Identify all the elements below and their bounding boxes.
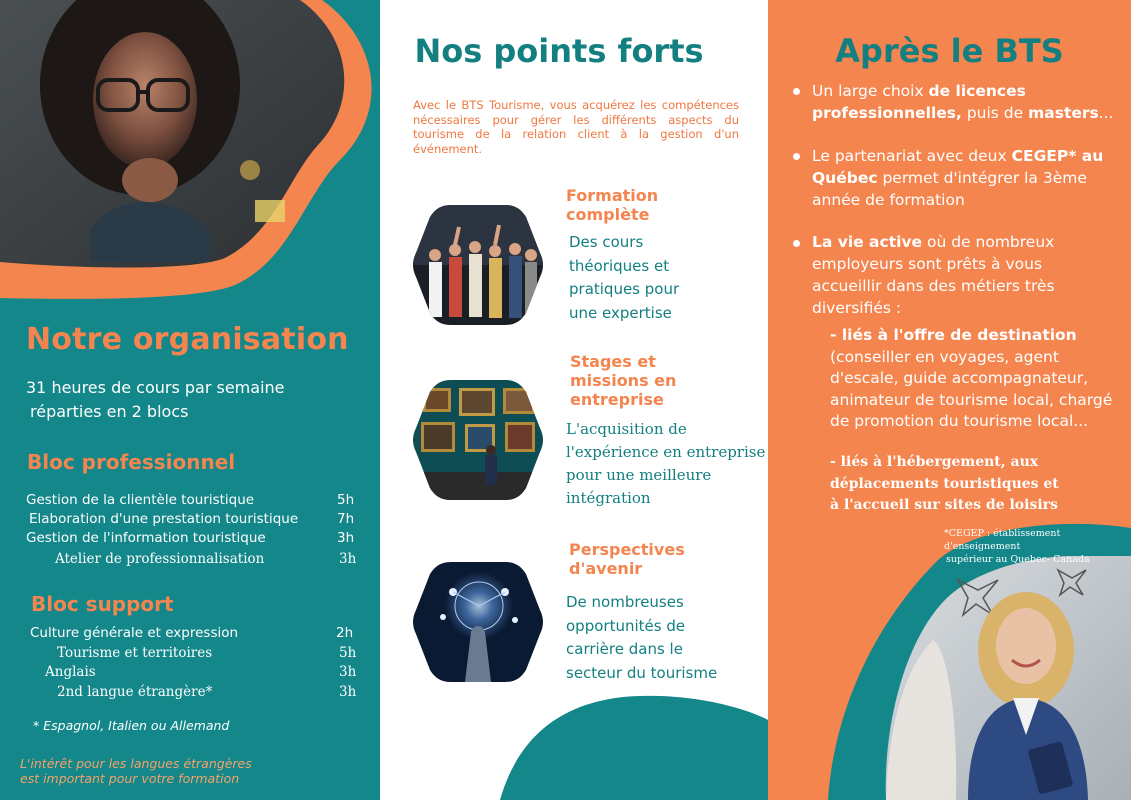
left-panel bbox=[0, 0, 380, 800]
course-row: 2nd langue étrangère* 3h bbox=[57, 684, 357, 700]
feature-title: Formation complète bbox=[566, 186, 659, 224]
course-row: Gestion de la clientèle touristique 5h bbox=[26, 492, 355, 508]
course-row: Elaboration d'une prestation touristique 7h bbox=[29, 511, 355, 527]
after-bts-bullet: Le partenariat avec deux CEGEP* au Québec permet d'intégrer la 3ème année de formation bbox=[812, 147, 1104, 209]
cegep-note: *CEGEP : établissement d'enseignement supérieur au Quebec- Canada bbox=[944, 528, 1090, 565]
organisation-title: Notre organisation bbox=[26, 322, 349, 357]
bloc-support-title: Bloc support bbox=[31, 592, 174, 616]
feature-title: Stages et missions en entreprise bbox=[570, 352, 677, 409]
feature-text: Des cours théoriques et pratiques pour une expertise bbox=[569, 233, 680, 322]
hospitality-jobs: - liés à l'hébergement, aux déplacements touristiques et à l'accueil sur sites de loisirs bbox=[830, 454, 1059, 513]
bullet-icon bbox=[793, 88, 800, 95]
group-celebrating-photo bbox=[413, 205, 543, 325]
feature-text: De nombreuses opportunités de carrière dans le secteur du tourisme bbox=[566, 593, 718, 682]
destination-jobs: - liés à l'offre de destination (conseiller en voyages, agent d'escale, guide accompagnateur, animateur de tourisme local, chargé de promotion du tourisme local... bbox=[830, 326, 1113, 430]
course-row: Anglais 3h bbox=[45, 664, 357, 680]
middle-panel bbox=[380, 0, 768, 800]
feature-title: Perspectives d'avenir bbox=[569, 540, 685, 578]
bullet-icon bbox=[793, 153, 800, 160]
languages-interest-note: L'intérêt pour les langues étrangères est important pour votre formation bbox=[20, 756, 252, 786]
left-header-graphic bbox=[0, 0, 380, 300]
strengths-title: Nos points forts bbox=[414, 32, 704, 70]
after-bts-bullet: La vie active où de nombreux employeurs sont prêts à vous accueillir dans des métiers très diversifiés : bbox=[812, 233, 1055, 317]
course-row: Tourisme et territoires 5h bbox=[57, 645, 357, 661]
feature-text: L'acquisition de l'expérience en entreprise pour une meilleure intégration bbox=[566, 420, 766, 507]
organisation-intro-line2: réparties en 2 blocs bbox=[30, 402, 189, 421]
strengths-intro: Avec le BTS Tourisme, vous acquérez les compétences nécessaires pour gérer les différents aspects du tourisme de la relation client à la gestion d'un événement. bbox=[413, 98, 739, 156]
bottom-wave-decoration bbox=[380, 690, 768, 800]
museum-gallery-photo bbox=[413, 380, 543, 500]
bullet-icon bbox=[793, 240, 800, 247]
digital-network-photo bbox=[413, 562, 543, 682]
languages-note: * Espagnol, Italien ou Allemand bbox=[33, 718, 230, 733]
bloc-professionnel-title: Bloc professionnel bbox=[27, 450, 236, 474]
after-bts-title: Après le BTS bbox=[835, 32, 1064, 70]
after-bts-bullet: Un large choix de licences professionnelles, puis de masters... bbox=[812, 82, 1114, 122]
right-panel bbox=[768, 0, 1131, 800]
organisation-intro-line1: 31 heures de cours par semaine bbox=[26, 378, 285, 397]
course-row: Culture générale et expression 2h bbox=[30, 625, 354, 641]
course-row: Gestion de l'information touristique 3h bbox=[26, 530, 355, 546]
course-row: Atelier de professionnalisation 3h bbox=[55, 551, 357, 567]
